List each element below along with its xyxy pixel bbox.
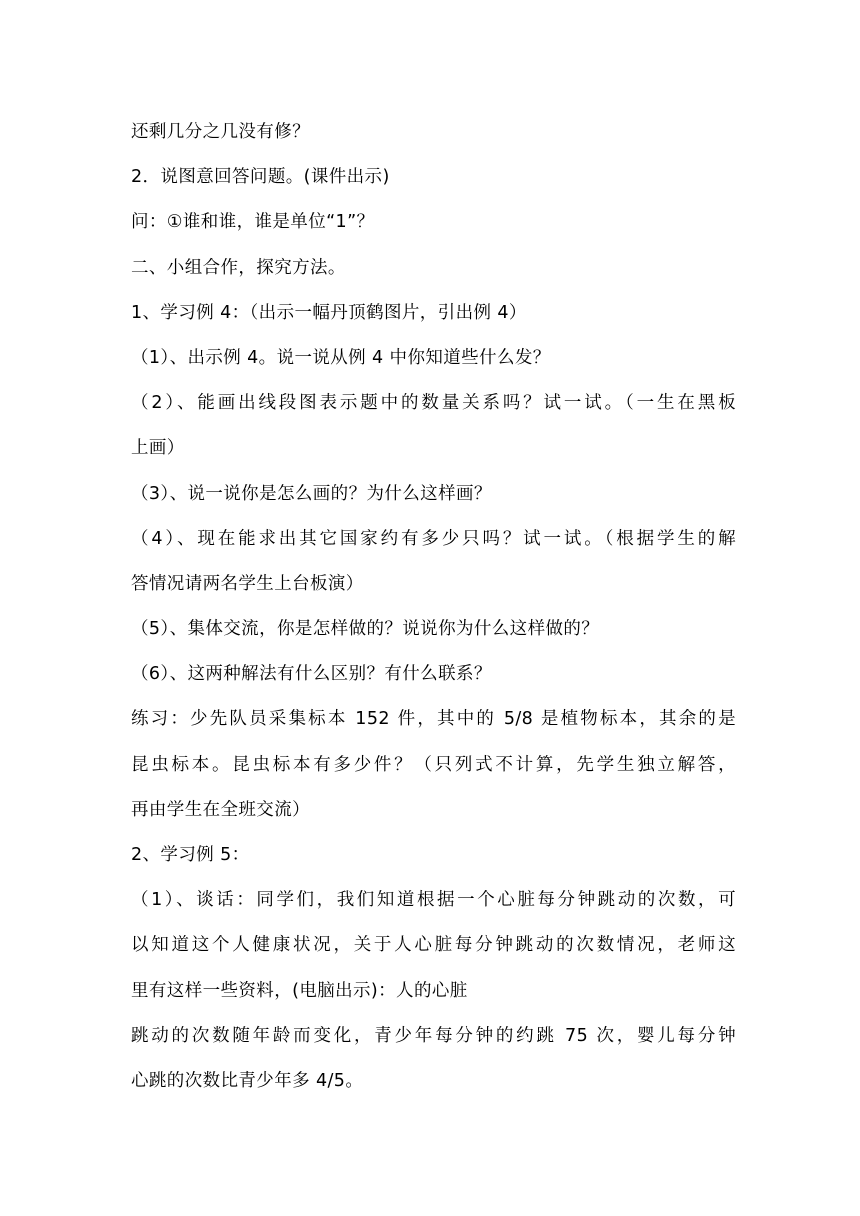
text-line: 1、学习例 4：（出示一幅丹顶鹤图片，引出例 4）: [131, 302, 527, 323]
text-line: （6）、这两种解法有什么区别？有什么联系？: [131, 664, 492, 685]
section-heading: 二、小组合作，探究方法。: [131, 257, 346, 278]
text-line: 答情况请两名学生上台板演）: [131, 573, 364, 594]
text-line: 2、学习例 5：: [131, 845, 250, 865]
text-line: （3）、说一说你是怎么画的？为什么这样画？: [131, 483, 492, 504]
text-line: 上画）: [131, 438, 185, 459]
text-line: 跳动的次数随年龄而变化，青少年每分钟的约跳 75 次，婴儿每分钟: [131, 1025, 736, 1046]
text-line: 再由学生在全班交流）: [131, 799, 310, 820]
text-line: 问：①谁和谁，谁是单位“1”？: [131, 212, 375, 233]
text-line: （2）、能画出线段图表示题中的数量关系吗？试一试。（一生在黑板: [131, 393, 736, 414]
text-line: 里有这样一些资料，(电脑出示)：人的心脏: [131, 980, 468, 1001]
text-line: 2．说图意回答问题。(课件出示): [131, 167, 390, 188]
text-line: （1）、出示例 4。说一说从例 4 中你知道些什么发？: [131, 347, 551, 368]
document-body: [131, 110, 736, 1104]
text-line: （1）、谈话：同学们，我们知道根据一个心脏每分钟跳动的次数，可: [131, 890, 736, 911]
text-line: 练习：少先队员采集标本 152 件，其中的 5/8 是植物标本，其余的是: [131, 709, 736, 730]
text-line: （5）、集体交流，你是怎样做的？说说你为什么这样做的？: [131, 619, 600, 640]
text-line: 心跳的次数比青少年多 4/5。: [131, 1070, 364, 1091]
text-line: 还剩几分之几没有修？: [131, 122, 310, 142]
text-line: 以知道这个人健康状况，关于人心脏每分钟跳动的次数情况，老师这: [131, 935, 736, 956]
text-line: 昆虫标本。昆虫标本有多少件？（只列式不计算，先学生独立解答，: [131, 754, 736, 775]
text-line: （4）、现在能求出其它国家约有多少只吗？试一试。（根据学生的解: [131, 528, 736, 549]
